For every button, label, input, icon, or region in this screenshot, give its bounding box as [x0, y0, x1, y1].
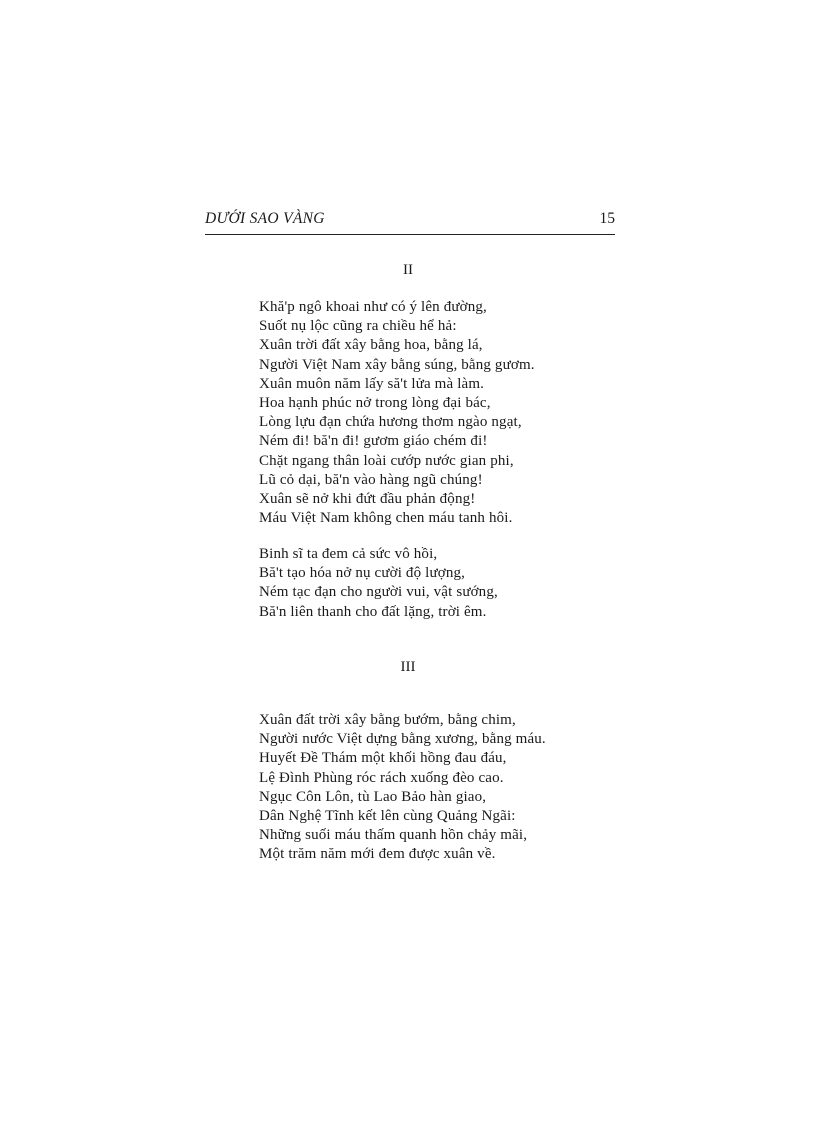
poem-line: Hoa hạnh phúc nở trong lòng đại bác,	[259, 395, 491, 412]
poem-line: Ném đi! bă'n đi! gươm giáo chém đi!	[259, 433, 488, 450]
poem-line: Khă'p ngô khoai như có ý lên đường,	[259, 299, 487, 315]
page-number: 15	[599, 210, 615, 227]
poem-line: Xuân sẽ nở khi đứt đầu phản động!	[259, 491, 476, 508]
poem-line: Dân Nghệ Tĩnh kết lên cùng Quảng Ngãi:	[259, 808, 516, 825]
poem-line: Bă'n liên thanh cho đất lặng, trời êm.	[259, 603, 487, 620]
stanza-ii-1	[259, 298, 535, 528]
stanza-iii-1	[259, 711, 546, 865]
section-heading-iii: III	[400, 659, 416, 675]
poem-line: Chặt ngang thân loài cướp nước gian phi,	[259, 452, 514, 469]
poem-line: Huyết Đề Thám một khối hồng đau đáu,	[259, 750, 507, 767]
poem-line: Máu Việt Nam không chen máu tanh hôi.	[259, 510, 513, 527]
stanza-ii-2	[259, 545, 498, 622]
poem-line: Xuân trời đất xây bằng hoa, bằng lá,	[259, 337, 483, 354]
poem-line: Lệ Đình Phùng róc rách xuống đèo cao.	[259, 769, 504, 786]
poem-line: Ném tạc đạn cho người vui, vật sướng,	[259, 584, 498, 601]
poem-line: Lòng lựu đạn chứa hương thơm ngào ngạt,	[259, 414, 522, 431]
running-header	[205, 208, 615, 235]
poem-line: Xuân đất trời xây bằng bướm, bằng chim,	[259, 712, 516, 728]
poem-line: Xuân muôn năm lấy să't lửa mà làm.	[259, 375, 485, 392]
poem-line: Những suối máu thấm quanh hồn chảy mãi,	[259, 827, 528, 844]
section-heading-ii: II	[403, 262, 413, 278]
running-title: DƯỚI SAO VÀNG	[205, 210, 325, 227]
poem-line: Bă't tạo hóa nở nụ cười độ lượng,	[259, 565, 466, 582]
poem-line: Người Việt Nam xây bằng súng, bằng gươm.	[259, 356, 535, 373]
poem-line: Lũ cỏ dại, bă'n vào hàng ngũ chúng!	[259, 471, 483, 488]
poem-line: Ngục Côn Lôn, tù Lao Bảo hàn giao,	[259, 788, 487, 805]
poem-line: Người nước Việt dựng bằng xương, bằng máu.	[259, 731, 546, 748]
poem-line: Suốt nụ lộc cũng ra chiều hể hả:	[259, 318, 457, 335]
poem-line: Một trăm năm mới đem được xuân về.	[259, 846, 496, 863]
poem-line: Binh sĩ ta đem cả sức vô hồi,	[259, 546, 438, 562]
